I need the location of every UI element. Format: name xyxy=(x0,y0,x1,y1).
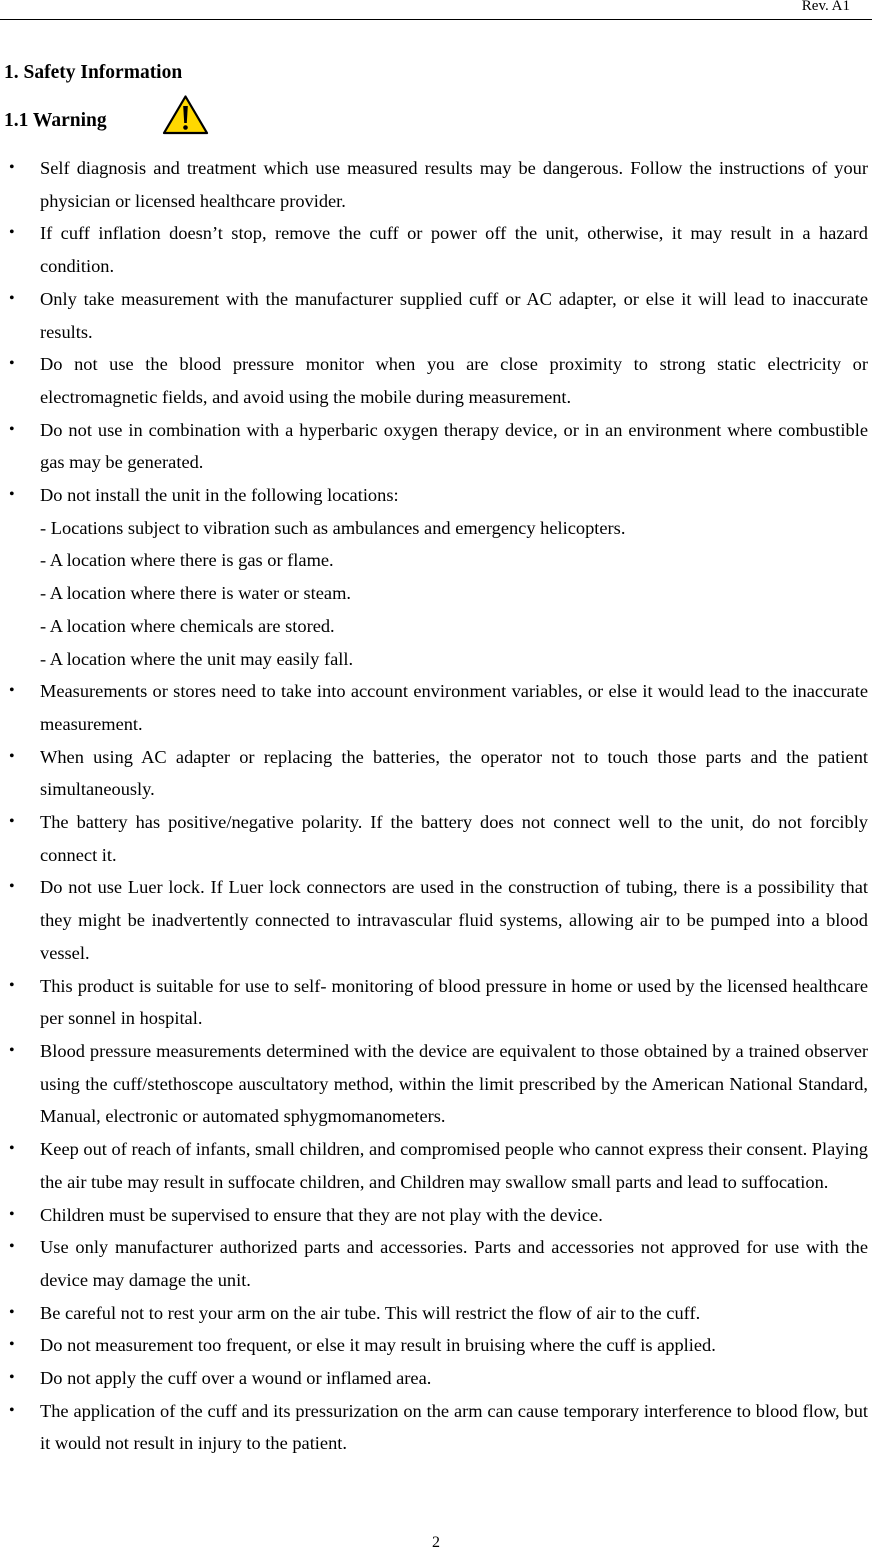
bullet: • xyxy=(9,1140,15,1158)
bullet: • xyxy=(9,224,15,242)
warning-text: The application of the cuff and its pressurization on the arm can cause temporary interference to blood flow, but it would not result in injury to the patient. xyxy=(40,1400,868,1454)
list-item xyxy=(9,1395,868,1460)
warning-text: Do not use in combination with a hyperbaric oxygen therapy device, or in an environment where combustible gas may be generated. xyxy=(40,419,868,473)
section-title: 1. Safety Information xyxy=(4,62,183,83)
bullet: • xyxy=(9,1205,15,1223)
install-location: - Locations subject to vibration such as ambulances and emergency helicopters. xyxy=(40,517,626,538)
list-item xyxy=(9,283,868,348)
bullet: • xyxy=(9,1303,15,1321)
bullet: • xyxy=(9,420,15,438)
bullet: • xyxy=(9,747,15,765)
warning-text: Do not use the blood pressure monitor when you are close proximity to strong static electricity or electromagnetic fields, and avoid using the mobile during measurement. xyxy=(40,354,868,407)
warning-triangle-icon xyxy=(162,94,209,135)
warning-text: Use only manufacturer authorized parts and accessories. Parts and accessories not approved for use with the device may damage the unit. xyxy=(40,1237,868,1290)
bullet: • xyxy=(9,976,15,994)
bullet: • xyxy=(9,486,15,504)
revision-label: Rev. A1 xyxy=(801,0,850,14)
warning-text: This product is suitable for use to self- monitoring of blood pressure in home or used by the licensed healthcare per sonnel in hospital. xyxy=(40,975,868,1029)
bullet: • xyxy=(9,1401,15,1419)
subsection-title: 1.1 Warning xyxy=(4,110,107,131)
list-item xyxy=(9,1133,868,1198)
warning-list xyxy=(0,152,872,1460)
bullet: • xyxy=(9,1336,15,1354)
bullet: • xyxy=(9,289,15,307)
page-number: 2 xyxy=(432,1534,440,1551)
warning-text: The battery has positive/negative polarity. If the battery does not connect well to the unit, do not forcibly connect it. xyxy=(40,812,868,865)
list-item xyxy=(9,675,868,740)
list-item xyxy=(9,348,868,413)
bullet: • xyxy=(9,1238,15,1256)
bullet: • xyxy=(9,682,15,700)
header-rule xyxy=(0,19,872,20)
list-item xyxy=(9,479,868,675)
warning-text: Measurements or stores need to take into account environment variables, or else it would lead to the inaccurate measurement. xyxy=(40,681,868,734)
warning-text: Do not use Luer lock. If Luer lock connectors are used in the construction of tubing, there is a possibility that they might be inadvertently connected to intravascular fluid systems, allowing air to be pumped into a blood vessel. xyxy=(40,877,868,963)
list-item xyxy=(9,1199,868,1232)
list-item xyxy=(9,1297,868,1330)
bullet: • xyxy=(9,878,15,896)
list-item xyxy=(9,152,868,217)
bullet: • xyxy=(9,159,15,176)
install-location: - A location where there is water or steam. xyxy=(40,583,351,604)
install-location: - A location where the unit may easily fall. xyxy=(40,648,354,669)
list-item xyxy=(9,871,868,969)
bullet: • xyxy=(9,355,15,373)
bullet: • xyxy=(9,1041,15,1059)
warning-text: Do not measurement too frequent, or else it may result in bruising where the cuff is applied. xyxy=(40,1335,716,1356)
warning-text: Blood pressure measurements determined with the device are equivalent to those obtained by a trained observer using the cuff/stethoscope auscultatory method, within the limit prescribed by the American National Standard, Manual, electronic or automated sphygmomanometers. xyxy=(40,1040,868,1127)
install-location: - A location where chemicals are stored. xyxy=(40,615,335,636)
warning-text: Children must be supervised to ensure that they are not play with the device. xyxy=(40,1204,603,1225)
warning-text: Self diagnosis and treatment which use measured results may be dangerous. Follow the instructions of your physician or licensed healthcare provider. xyxy=(40,158,868,211)
warning-text: Do not apply the cuff over a wound or inflamed area. xyxy=(40,1368,432,1389)
bullet: • xyxy=(9,813,15,831)
list-item xyxy=(9,414,868,479)
list-item xyxy=(9,806,868,871)
list-item xyxy=(9,741,868,806)
list-item xyxy=(9,217,868,282)
warning-text: Do not install the unit in the following locations: xyxy=(40,485,399,506)
bullet: • xyxy=(9,1369,15,1387)
warning-text: Only take measurement with the manufacturer supplied cuff or AC adapter, or else it will lead to inaccurate results. xyxy=(40,288,868,342)
list-item xyxy=(9,1362,868,1395)
list-item xyxy=(9,1329,868,1362)
install-location: - A location where there is gas or flame. xyxy=(40,550,334,571)
warning-text: Be careful not to rest your arm on the air tube. This will restrict the flow of air to the cuff. xyxy=(40,1302,701,1323)
warning-text: Keep out of reach of infants, small children, and compromised people who cannot express their consent. Playing the air tube may result in suffocate children, and Children may swallow small parts and lead to suffocation. xyxy=(40,1139,868,1192)
list-item xyxy=(9,970,868,1035)
list-item xyxy=(9,1231,868,1296)
warning-text: When using AC adapter or replacing the batteries, the operator not to touch those parts and the patient simultaneously. xyxy=(40,746,868,800)
warning-text: If cuff inflation doesn’t stop, remove the cuff or power off the unit, otherwise, it may result in a hazard condition. xyxy=(40,223,868,277)
list-item xyxy=(9,1035,868,1133)
